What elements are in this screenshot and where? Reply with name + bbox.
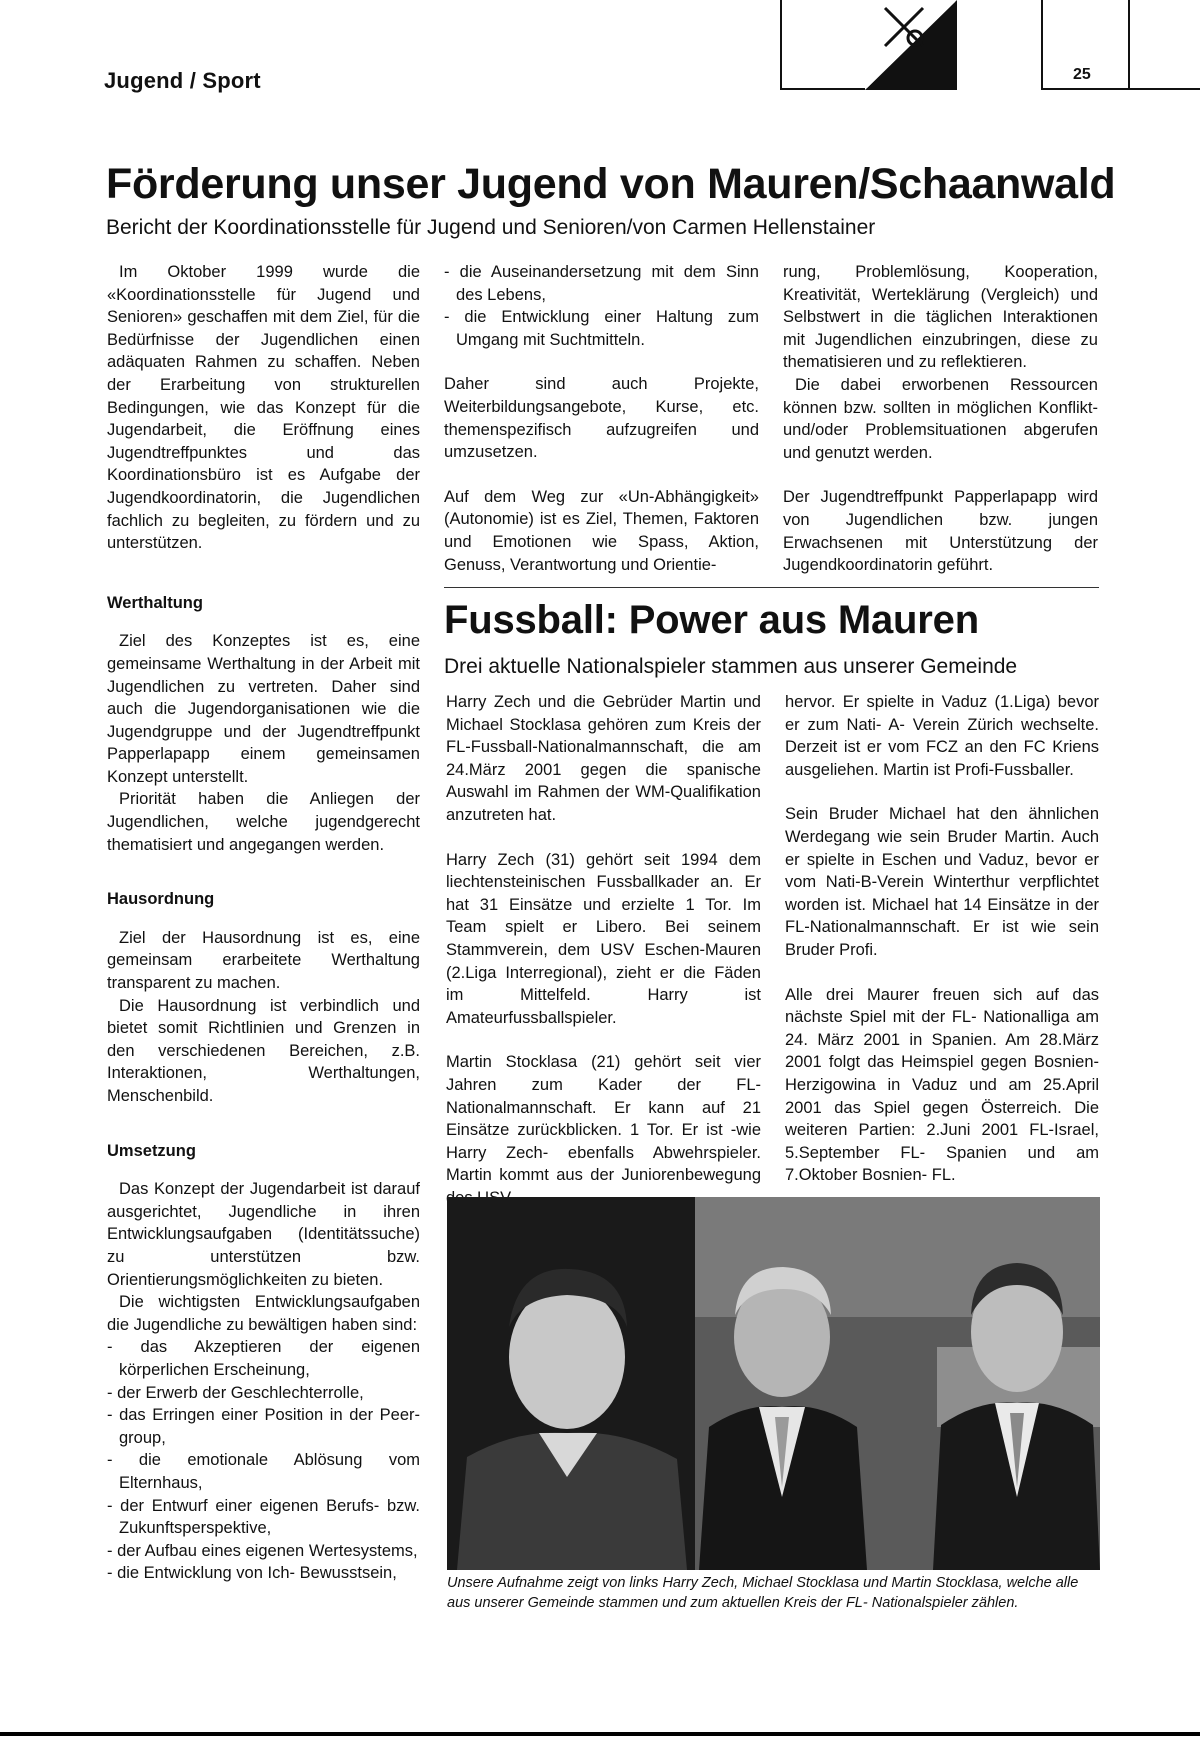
body-paragraph: Ziel des Konzeptes ist es, eine gemeinsame Werthaltung in der Arbeit mit Jugendlichen zu vertreten. Daher sind auch die Jugendorganisationen wie die Jugendgruppe und der Jugendtreffpunkt Papperlapapp einem gemeinsamen Konzept unterstellt. xyxy=(107,632,420,786)
header-tab-divider xyxy=(1041,0,1043,88)
article-title: Förderung unser Jugend von Mauren/Schaanwald xyxy=(106,160,1116,208)
list-item: - der Erwerb der Geschlechterrolle, xyxy=(107,1383,364,1402)
development-tasks-list-continued xyxy=(444,261,759,351)
body-paragraph: Harry Zech und die Gebrüder Martin und Michael Stocklasa gehören zum Kreis der FL-Fussball-Nationalmannschaft, die am 24.März 2001 gegen die spanische Auswahl im Rahmen der WM-Qualifikation anzutreten hat. xyxy=(446,693,761,824)
header-tab-divider xyxy=(780,0,782,88)
body-paragraph: Die wichtigsten Entwicklungsaufgaben die Jugendliche zu bewältigen haben sind: xyxy=(107,1293,420,1334)
body-paragraph: Alle drei Maurer freuen sich auf das nächste Spiel mit der FL- Nationalliga am 24. März 2001 in Spanien. Am 28.März 2001 folgt das Heimspiel gegen Bosnien-Herzigowina in Vaduz und am 25.April 2001 das Spiel gegen Österreich. Die weiteren Partien: 2.Juni 2001 FL-Israel, 5.September FL- Spanien und am 7.Oktober Bosnien- FL. xyxy=(785,985,1099,1185)
section-heading-umsetzung: Umsetzung xyxy=(107,1141,196,1160)
article-column-2 xyxy=(444,261,759,598)
body-paragraph: rung, Problemlösung, Kooperation, Kreativität, Werteklärung (Vergleich) und Selbstwert in die täglichen Interaktionen mit Jugendlichen einzubringen, diese zu thematisieren und zu reflektieren. xyxy=(783,263,1098,372)
article2-column-1 xyxy=(446,691,761,1231)
list-item: - das Akzeptieren der eigenen körperlichen Erscheinung, xyxy=(107,1338,420,1379)
article-subtitle: Bericht der Koordinationsstelle für Jugend und Senioren/von Carmen Hellenstainer xyxy=(106,216,876,239)
body-paragraph: Martin Stocklasa (21) gehört seit vier Jahren zum Kader der FL-Nationalmannschaft. Er kann auf 21 Einsätze zurückblicken. 1 Tor. Er ist -wie Harry Zech- ebenfalls Abwehrspieler. Martin kommt aus der Juniorenbewegung xyxy=(446,1053,761,1185)
section-label: Jugend / Sport xyxy=(104,68,261,93)
players-photo xyxy=(447,1197,1100,1570)
article-subtitle: Drei aktuelle Nationalspieler stammen aus unserer Gemeinde xyxy=(444,655,1018,678)
photo-caption: Unsere Aufnahme zeigt von links Harry Zech, Michael Stocklasa und Martin Stocklasa, welche alle aus unserer Gemeinde stammen und zum aktuellen Kreis der FL- Nationalspieler zählen. xyxy=(447,1575,1079,1611)
body-paragraph: Priorität haben die Anliegen der Jugendlichen, welche jugendgerecht thematisiert und angegangen werden. xyxy=(107,790,420,854)
body-paragraph: Harry Zech (31) gehört seit 1994 dem liechtensteinischen Fussballkader an. Er hat 31 Einsätze und erzielte 1 Tor. Im Team spielt er Libero. Bei seinem Stammverein, dem USV Eschen-Mauren (2.Liga Interregional), zieht er die Fäden im Mittelfeld. Harry ist Amateurfussballspieler. xyxy=(446,850,761,1027)
intro-paragraph: Im Oktober 1999 wurde die «Koordinationsstelle für Jugend und Senioren» geschaffen mit dem Ziel, für die Bedürfnisse der Jugendlichen einen adäquaten Rahmen zu schaffen. Neben der Erarbeitung von strukturellen Bedingungen, wie das Konzept für die Jugendarbeit, die Eröffnung eines Jugendtreffpunktes und das Koordinationsbüro ist es Aufgabe der Jugendkoordinatorin, die Jugendlichen fachlich zu begleiten, zu fördern und zu unterstützen. xyxy=(107,263,420,553)
header-tab-divider xyxy=(1128,0,1130,88)
body-paragraph: Auf dem Weg zur «Un-Abhängigkeit» (Autonomie) ist es Ziel, Themen, Faktoren und Emotionen wie Spass, Aktion, Genuss, Verantwortung und Orientie- xyxy=(444,487,759,574)
body-paragraph: Sein Bruder Michael hat den ähnlichen Werdegang wie sein Bruder Martin. Auch er spielte in Eschen und Vaduz, bevor er vom Nati-B-Verein Winterthur verpflichtet worden ist. Michael hat 14 Einsätze in der FL-Nationalmannschaft. Er ist wie sein Bruder Profi. xyxy=(785,805,1099,959)
list-item: - der Aufbau eines eigenen Wertesystems, xyxy=(107,1541,418,1560)
article-title: Fussball: Power aus Mauren xyxy=(444,598,979,642)
article2-column-2 xyxy=(785,691,1099,1209)
list-item: - die Entwicklung von Ich- Bewusstsein, xyxy=(107,1564,397,1583)
tools-emblem-icon xyxy=(865,0,957,90)
list-item: - das Erringen einer Position in der Peer- group, xyxy=(107,1406,420,1447)
list-item: - die emotionale Ablösung vom Elternhaus, xyxy=(107,1451,420,1492)
body-paragraph: Das Konzept der Jugendarbeit ist darauf ausgerichtet, Jugendliche in ihren Entwicklungsaufgaben (Identitätssuche) zu unterstützen bzw. Orientierungsmöglichkeiten zu bieten. xyxy=(107,1180,420,1289)
article-divider xyxy=(444,587,1099,588)
body-paragraph: Die dabei erworbenen Ressourcen können bzw. sollten in möglichen Konflikt- und/oder Problemsituationen abgerufen und genutzt werden. xyxy=(783,375,1098,462)
body-paragraph: Ziel der Hausordnung ist es, eine gemeinsam erarbeitete Werthaltung transparent zu machen. xyxy=(107,928,420,993)
list-item: - der Entwurf einer eigenen Berufs- bzw. Zukunftsperspektive, xyxy=(107,1496,420,1538)
list-item: - die Auseinandersetzung mit dem Sinn des Lebens, xyxy=(444,263,759,304)
body-paragraph: Daher sind auch Projekte, Weiterbildungsangebote, Kurse, etc. themenspezifisch aufzugreifen und umzusetzen. xyxy=(444,375,759,462)
body-paragraph: Der Jugendtreffpunkt Papperlapapp wird von Jugendlichen bzw. jungen Erwachsenen mit Unterstützung der Jugendkoordinatorin geführt. xyxy=(783,488,1098,575)
body-paragraph: hervor. Er spielte in Vaduz (1.Liga) bevor er zum Nati- A- Verein Zürich wechselte. Derzeit ist er vom FCZ an den FC Kriens ausgeliehen. Martin ist Profi-Fussballer. xyxy=(785,693,1099,779)
page-number: 25 xyxy=(1073,66,1091,83)
section-heading-hausordnung: Hausordnung xyxy=(107,890,215,909)
body-paragraph: Die Hausordnung ist verbindlich und bietet somit Richtlinien und Grenzen in den verschiedenen Bereichen, z.B. Interaktionen, Werthaltungen, Menschenbild. xyxy=(107,996,420,1105)
list-item: - die Entwicklung einer Haltung zum Umgang mit Suchtmitteln. xyxy=(444,308,759,349)
development-tasks-list xyxy=(107,1336,420,1585)
scan-edge xyxy=(0,1732,1200,1736)
article-column-3 xyxy=(783,261,1098,599)
section-heading-werthaltung: Werthaltung xyxy=(107,593,203,612)
header-rule xyxy=(1041,88,1200,90)
article-column-1 xyxy=(107,261,420,1585)
